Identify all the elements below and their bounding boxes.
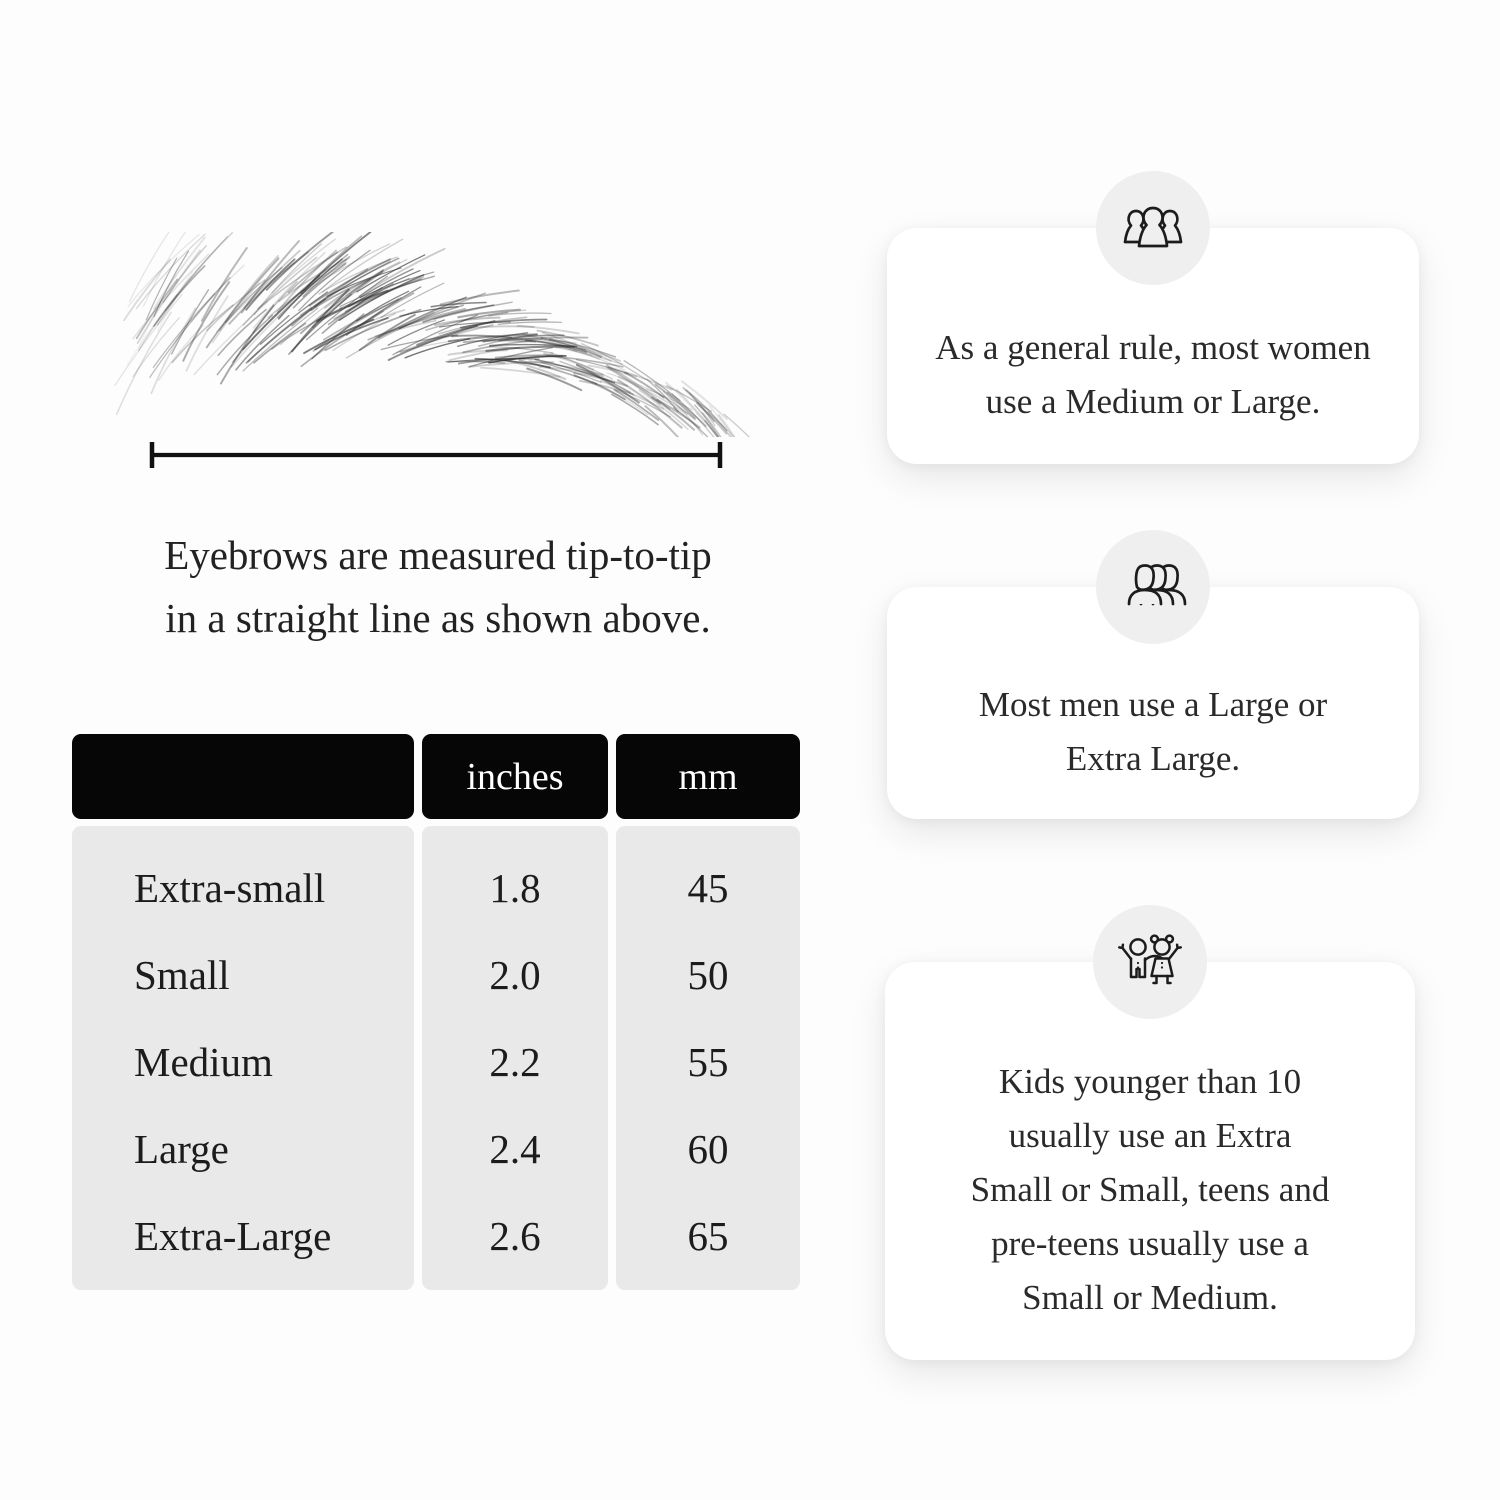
card-text-line: usually use an Extra (1008, 1115, 1292, 1155)
measure-caption (118, 524, 758, 650)
table-cell-mm: 45 (687, 864, 729, 911)
table-column-mm (616, 826, 800, 1290)
header-cell-blank (72, 734, 414, 819)
measure-caption-line: in a straight line as shown above. (165, 595, 711, 641)
table-cell-mm: 65 (687, 1212, 729, 1259)
info-card-kids (885, 962, 1415, 1360)
table-cell-inches: 2.6 (489, 1212, 541, 1259)
card-text-line: As a general rule, most women (935, 327, 1371, 367)
header-cell-mm: mm (616, 734, 800, 819)
card-text-line: Kids younger than 10 (998, 1061, 1302, 1101)
card-text-line: Extra Large. (1065, 738, 1241, 778)
card-text-line: Most men use a Large or (978, 684, 1328, 724)
measure-caption-line: Eyebrows are measured tip-to-tip (164, 532, 712, 578)
table-cell-size: Large (134, 1125, 229, 1172)
table-column-inches (422, 826, 608, 1290)
card-text-line: Small or Small, teens and (970, 1169, 1330, 1209)
table-cell-size: Small (134, 951, 230, 998)
women-group-icon (1113, 197, 1193, 259)
card-text-line: pre-teens usually use a (991, 1223, 1309, 1263)
table-cell-size: Extra-small (134, 864, 326, 911)
men-group-icon (1113, 556, 1193, 618)
card-text (979, 678, 1327, 786)
card-text-line: use a Medium or Large. (985, 381, 1321, 421)
table-cell-mm: 60 (687, 1125, 729, 1172)
table-column-sizes (72, 826, 414, 1290)
icon-badge (1093, 905, 1207, 1019)
size-table-header (72, 734, 800, 819)
card-text (935, 321, 1370, 429)
table-cell-inches: 1.8 (489, 864, 541, 911)
info-card-women (887, 228, 1419, 464)
icon-badge (1096, 171, 1210, 285)
table-cell-mm: 55 (687, 1038, 729, 1085)
table-cell-size: Medium (134, 1038, 273, 1085)
table-cell-inches: 2.4 (489, 1125, 541, 1172)
card-text (971, 1055, 1330, 1325)
table-cell-size: Extra-Large (134, 1212, 332, 1259)
measure-line (146, 440, 726, 470)
info-card-men (887, 587, 1419, 819)
card-text-line: Small or Medium. (1022, 1277, 1278, 1317)
kids-icon (1110, 929, 1190, 995)
table-cell-mm: 50 (687, 951, 729, 998)
table-cell-inches: 2.2 (489, 1038, 541, 1085)
eyebrow-illustration (112, 232, 760, 437)
header-cell-inches: inches (422, 734, 608, 819)
size-table-body (72, 826, 800, 1290)
table-cell-inches: 2.0 (489, 951, 541, 998)
icon-badge (1096, 530, 1210, 644)
size-table (72, 734, 800, 1290)
